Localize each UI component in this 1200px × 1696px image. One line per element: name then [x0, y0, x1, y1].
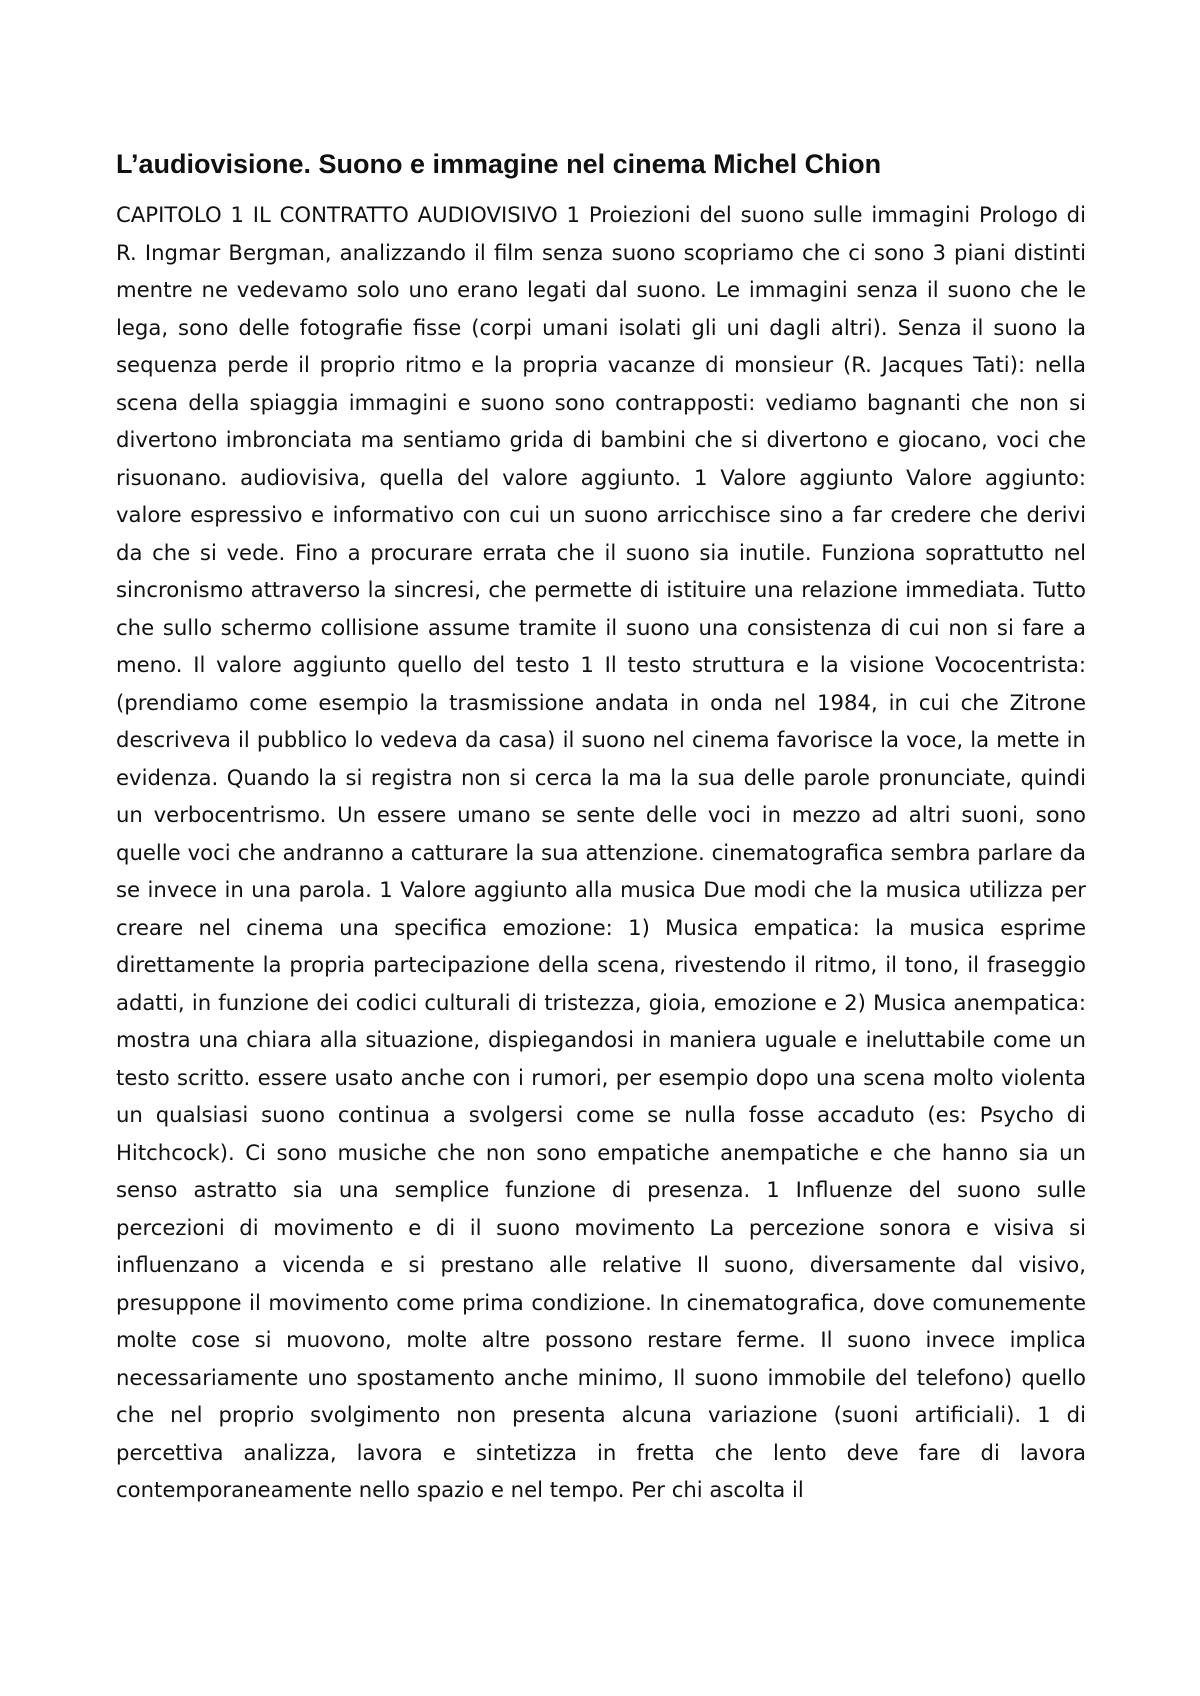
document-body-paragraph: CAPITOLO 1 IL CONTRATTO AUDIOVISIVO 1 Proiezioni del suono sulle immagini Prologo di R. Ingmar Bergman, analizzando il film senza suono scopriamo che ci sono 3 piani distinti mentre ne vedevamo solo uno erano legati dal suono. Le immagini senza il suono che le lega, sono delle fotografie fisse (corpi umani isolati gli uni dagli altri). Senza il suono la sequenza perde il proprio ritmo e la propria vacanze di monsieur (R. Jacques Tati): nella scena della spiaggia immagini e suono sono contrapposti: vediamo bagnanti che non si divertono imbronciata ma sentiamo grida di bambini che si divertono e giocano, voci che risuonano. audiovisiva, quella del valore aggiunto. 1 Valore aggiunto Valore aggiunto: valore espressivo e informativo con cui un suono arricchisce sino a far credere che derivi da che si vede. Fino a procurare errata che il suono sia inutile. Funziona soprattutto nel sincronismo attraverso la sincresi, che permette di istituire una relazione immediata. Tutto che sullo schermo collisione assume tramite il suono una consistenza di cui non si fare a meno. Il valore aggiunto quello del testo 1 Il testo struttura e la visione Vococentrista: (prendiamo come esempio la trasmissione andata in onda nel 1984, in cui che Zitrone descriveva il pubblico lo vedeva da casa) il suono nel cinema favorisce la voce, la mette in evidenza. Quando la si registra non si cerca la ma la sua delle parole pronunciate, quindi un verbocentrismo. Un essere umano se sente delle voci in mezzo ad altri suoni, sono quelle voci che andranno a catturare la sua attenzione. cinematografica sembra parlare da se invece in una parola. 1 Valore aggiunto alla musica Due modi che la musica utilizza per creare nel cinema una specifica emozione: 1) Musica empatica: la musica esprime direttamente la propria partecipazione della scena, rivestendo il ritmo, il tono, il fraseggio adatti, in funzione dei codici culturali di tristezza, gioia, emozione e 2) Musica anempatica: mostra una chiara alla situazione, dispiegandosi in maniera uguale e ineluttabile come un testo scritto. essere usato anche con i rumori, per esempio dopo una scena molto violenta un qualsiasi suono continua a svolgersi come se nulla fosse accaduto (es: Psycho di Hitchcock). Ci sono musiche che non sono empatiche anempatiche e che hanno sia un senso astratto sia una semplice funzione di presenza. 1 Influenze del suono sulle percezioni di movimento e di il suono movimento La percezione sonora e visiva si influenzano a vicenda e si prestano alle relative Il suono, diversamente dal visivo, presuppone il movimento come prima condizione. In cinematografica, dove comunemente molte cose si muovono, molte altre possono restare ferme. Il suono invece implica necessariamente uno spostamento anche minimo, Il suono immobile del telefono) quello che nel proprio svolgimento non presenta alcuna variazione (suoni artificiali). 1 di percettiva analizza, lavora e sintetizza in fretta che lento deve fare di lavora contemporaneamente nello spazio e nel tempo. Per chi ascolta il — [116, 202, 1086, 1502]
document-content — [116, 146, 1086, 1614]
document-title: L’audiovisione. Suono e immagine nel cinema Michel Chion — [116, 149, 882, 179]
